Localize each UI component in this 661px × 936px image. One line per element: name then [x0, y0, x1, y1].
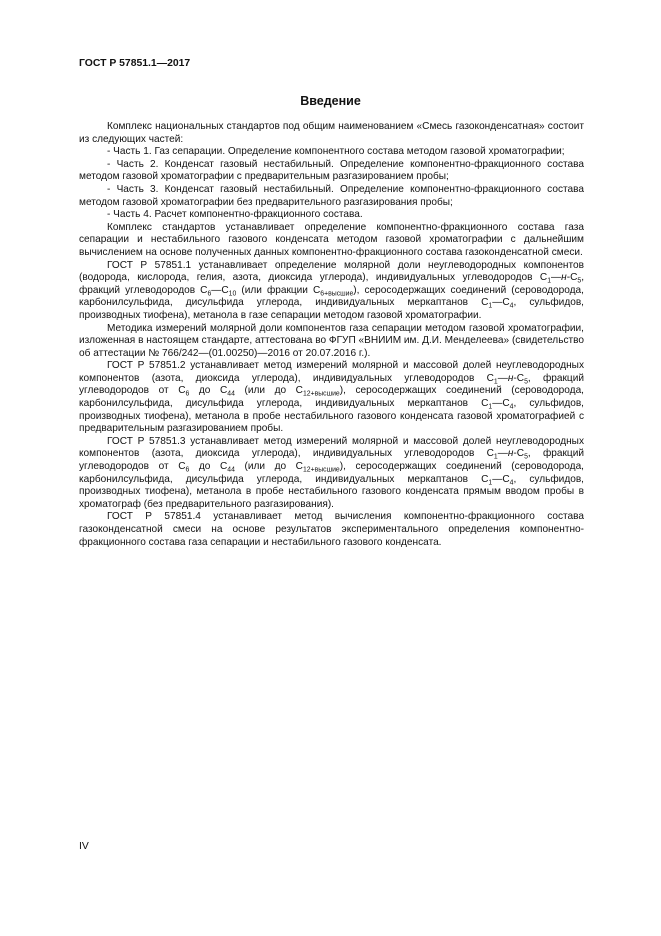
document-header: ГОСТ Р 57851.1—2017 [79, 58, 191, 69]
text-run: Комплекс стандартов устанавливает определение компонентно-фракционного состава газа сепарации и нестабильного газового конденсата методом газовой хроматографии с дальнейшим вычислением на основе полученных данных компонентно-фракционного состава газоконденсатной смеси. [79, 221, 584, 258]
text-run: - Часть 3. Конденсат газовый нестабильный. Определение компонентно-фракционного состава методом газовой хроматографии без предварительного разгазирования пробы; [79, 183, 584, 208]
subscript: 6 [185, 466, 190, 474]
paragraph [79, 436, 584, 512]
paragraph [79, 146, 584, 159]
page-number: IV [79, 841, 89, 852]
paragraph [79, 360, 584, 436]
subscript: 44 [227, 466, 235, 474]
text-run: Методика измерений молярной доли компонентов газа сепарации методом газовой хроматографии, изложенная в настоящем стандарте, аттестована во ФГУП «ВНИИМ им. Д.И. Менделеева» (свидетельство об аттестации № 766/242—(01.00250)—2016 от 20.07.2016 г.). [79, 322, 584, 359]
text-run: ГОСТ Р 57851.1 устанавливает определение молярной доли неуглеводородных компонентов (водорода, кислорода, гелия, азота, диоксида углерода), индивидуальных углеводородов С [79, 259, 584, 284]
text-run: -С [513, 372, 525, 384]
paragraph [79, 121, 584, 146]
text-run: (или до С [234, 385, 303, 397]
paragraph [79, 184, 584, 209]
text-run: ), серосодержащих соединений (сероводорода, карбонилсульфида, дисульфида углерода, индивидуальных меркаптанов С [79, 284, 584, 309]
italic-text: н [561, 272, 567, 284]
text-run: , сульфидов, производных тиофена), метанола в газе сепарации методом газовой хроматографии. [79, 297, 584, 321]
paragraph [79, 209, 584, 222]
subscript: 6 [185, 390, 190, 398]
text-run: до С [189, 385, 228, 397]
paragraph [79, 159, 584, 184]
subscript: 12+высшие [302, 390, 340, 398]
italic-text: н [507, 372, 514, 384]
text-run: —С [211, 284, 229, 296]
subscript: 4 [509, 403, 514, 411]
text-run: — [497, 448, 508, 460]
text-run: ГОСТ Р 57851.4 устанавливает метод вычисления компонентно-фракционного состава газоконденсатной смеси на основе результатов экспериментального определения компонентно-фракционного состава газа сепарации и нестабильного газового конденсата. [79, 511, 584, 548]
text-run: , фракций углеводородов от С [79, 372, 584, 397]
paragraph [79, 222, 584, 260]
subscript: 6 [207, 290, 212, 298]
subscript: 5 [577, 277, 582, 285]
text-run: до С [189, 461, 228, 473]
text-run: - Часть 2. Конденсат газовый нестабильный. Определение компонентно-фракционного состава методом газовой хроматографии с предварительным разгазированием пробы; [79, 158, 584, 183]
subscript: 10 [228, 290, 237, 298]
subscript: 1 [547, 277, 552, 285]
text-run: , фракций углеводородов от С [79, 448, 584, 473]
text-run: -С [566, 272, 578, 284]
text-run: —С [492, 297, 510, 309]
section-title: Введение [300, 94, 361, 108]
text-run: (или до С [234, 461, 303, 473]
text-run: —С [492, 398, 510, 410]
text-run: ), серосодержащих соединений (сероводорода, карбонилсульфида, дисульфида углерода, индивидуальных меркаптанов С [79, 461, 584, 485]
paragraph [79, 511, 584, 549]
subscript: 6+высшие [320, 290, 354, 298]
text-run: — [497, 372, 508, 384]
subscript: 1 [493, 378, 498, 386]
subscript: 1 [488, 403, 493, 411]
text-run: — [551, 272, 562, 284]
text-run: -С [513, 448, 525, 460]
subscript: 1 [488, 479, 493, 487]
paragraph [79, 260, 584, 323]
text-run: - Часть 4. Расчет компонентно-фракционного состава. [107, 209, 363, 221]
text-run: , сульфидов, производных тиофена), метанола в пробе нестабильного газового конденсата газовой хроматографией с предварительным разгазированием пробы. [79, 398, 584, 435]
text-run: ГОСТ Р 57851.2 устанавливает метод измерений молярной и массовой долей неуглеводородных компонентов (азота, диоксида углерода), индивидуальных углеводородов С [79, 360, 584, 384]
text-run: , фракций углеводородов С [79, 272, 584, 296]
text-run: , сульфидов, производных тиофена), метанола в пробе нестабильного газового конденсата прямым вводом пробы в хроматограф (без предварительного разгазирования). [79, 473, 584, 510]
text-run: ГОСТ Р 57851.3 устанавливает метод измерений молярной и массовой долей неуглеводородных компонентов (азота, диоксида углерода), индивидуальных углеводородов С [79, 435, 584, 460]
text-run: —С [492, 473, 510, 485]
text-run: ), серосодержащих соединений (сероводорода, карбонилсульфида, дисульфида углерода, индивидуальных меркаптанов С [79, 385, 584, 410]
subscript: 5 [524, 453, 528, 461]
text-run: Комплекс национальных стандартов под общим наименованием «Смесь газоконденсатная» состоит из следующих частей: [79, 121, 584, 145]
italic-text: н [507, 448, 514, 460]
subscript: 12+высшие [302, 466, 340, 474]
body-text [79, 121, 584, 549]
subscript: 44 [227, 390, 235, 398]
subscript: 4 [509, 479, 514, 487]
subscript: 1 [488, 302, 493, 310]
text-run: - Часть 1. Газ сепарации. Определение компонентного состава методом газовой хроматографии; [107, 146, 565, 158]
paragraph [79, 323, 584, 361]
subscript: 4 [509, 302, 514, 310]
subscript: 1 [493, 453, 498, 461]
text-run: (или фракции С [236, 284, 321, 296]
subscript: 5 [524, 378, 528, 386]
